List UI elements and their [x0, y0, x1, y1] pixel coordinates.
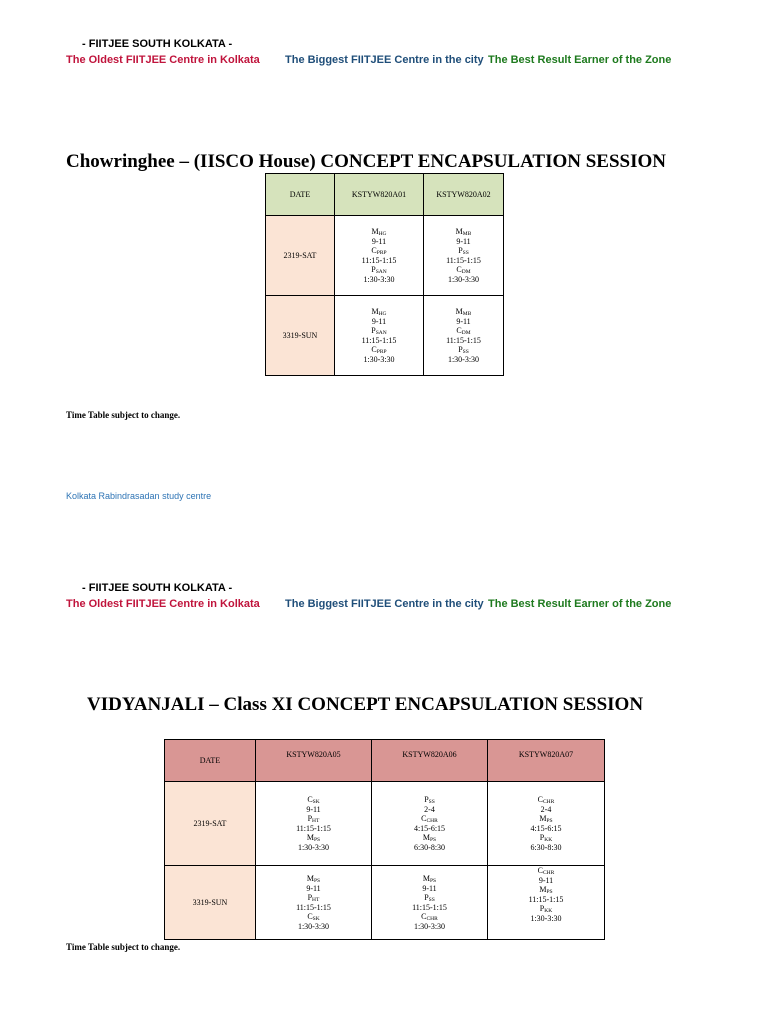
header-brand-line [82, 38, 232, 50]
subject-entry [488, 885, 604, 895]
subject-entry [372, 814, 487, 824]
teacher-code: CHR [426, 818, 438, 824]
header-prefix: - [82, 38, 89, 50]
time-text: 6:30-8:30 [530, 842, 562, 852]
subject-entry [488, 904, 604, 914]
time-slot [335, 275, 423, 285]
time-slot [424, 317, 503, 327]
subject-letter: M [306, 874, 314, 883]
time-text: 9-11 [456, 316, 471, 326]
subject-letter: M [371, 227, 379, 236]
teacher-code: SAN [375, 269, 387, 275]
column-header-batch: KSTYW820A05 [256, 740, 372, 782]
teacher-code: PS [314, 837, 321, 843]
subject-letter: P [307, 893, 313, 902]
teacher-code: PS [430, 878, 437, 884]
schedule-cell [335, 216, 424, 296]
teacher-code: MB [462, 311, 472, 317]
time-slot [424, 275, 503, 285]
subject-entry [372, 912, 487, 922]
subject-entry [256, 912, 371, 922]
subject-letter: C [307, 795, 313, 804]
subject-letter: C [456, 326, 462, 335]
time-text: 1:30-3:30 [413, 921, 446, 931]
date-cell: 2319-SAT [266, 216, 335, 296]
teacher-code: SAN [375, 330, 387, 336]
time-slot [488, 914, 604, 924]
schedule-cell [335, 296, 424, 376]
subject-letter: M [539, 814, 547, 823]
column-header-batch: KSTYW820A01 [335, 174, 424, 216]
timetable-note: Time Table subject to change. [66, 410, 181, 420]
subject-entry [488, 795, 604, 805]
teacher-code: SS [462, 250, 469, 256]
time-slot [488, 876, 604, 886]
time-slot [424, 256, 503, 266]
time-text: 9-11 [371, 236, 387, 246]
subject-entry [335, 227, 423, 237]
subject-letter: P [371, 265, 376, 274]
subject-entry [424, 246, 503, 256]
timetable-note: Time Table subject to change. [66, 942, 181, 952]
time-slot [372, 903, 487, 913]
subject-entry [424, 307, 503, 317]
time-text: 11:15-1:15 [361, 255, 397, 265]
schedule-cell [372, 782, 488, 866]
subject-entry [488, 814, 604, 824]
subject-letter: P [307, 814, 313, 823]
subject-letter: M [539, 885, 547, 894]
subject-entry [335, 246, 423, 256]
tag-best-result: The Best Result Earner of the Zone [488, 54, 672, 66]
subject-entry [256, 874, 371, 884]
study-centre-link[interactable]: Kolkata Rabindrasadan study centre [66, 491, 212, 501]
subject-entry [256, 893, 371, 903]
time-slot [335, 317, 423, 327]
subject-letter: C [371, 246, 377, 255]
header-location: SOUTH KOLKATA - [129, 38, 233, 50]
date-cell: 3319-SUN [165, 866, 256, 940]
subject-letter: P [424, 893, 429, 902]
time-text: 1:30-3:30 [297, 921, 330, 931]
subject-letter: M [306, 833, 314, 842]
timetable-chowringhee [265, 173, 504, 376]
time-text: 11:15-1:15 [296, 902, 331, 912]
time-slot [488, 895, 604, 905]
schedule-cell [488, 782, 605, 866]
teacher-code: PRP [376, 250, 387, 256]
subject-letter: M [371, 307, 379, 316]
time-text: 11:15-1:15 [446, 335, 481, 345]
teacher-code: PS [430, 837, 437, 843]
teacher-code: SS [428, 897, 435, 903]
teacher-code: CHR [543, 799, 555, 805]
time-text: 11:15-1:15 [528, 894, 564, 904]
teacher-code: PS [314, 878, 321, 884]
tag-best-result: The Best Result Earner of the Zone [488, 598, 672, 610]
time-slot [488, 805, 604, 815]
subject-entry [424, 265, 503, 275]
teacher-code: DM [461, 330, 471, 336]
timetable-vidyanjali [164, 739, 605, 940]
time-slot [256, 922, 371, 932]
subject-entry [424, 326, 503, 336]
time-slot [424, 237, 503, 247]
subject-letter: C [307, 912, 313, 921]
subject-letter: P [458, 345, 463, 354]
header-prefix: - [82, 582, 89, 594]
teacher-code: HT [312, 897, 320, 903]
subject-letter: M [455, 227, 463, 236]
subject-letter: M [455, 307, 463, 316]
column-header-batch: KSTYW820A07 [488, 740, 605, 782]
teacher-code: KK [544, 908, 553, 914]
tag-biggest-centre: The Biggest FIITJEE Centre in the city [285, 54, 484, 66]
subject-letter: M [422, 833, 430, 842]
subject-letter: C [421, 814, 427, 823]
schedule-cell [424, 216, 504, 296]
subject-letter: P [539, 833, 545, 842]
subject-entry [256, 795, 371, 805]
brand-name: FIITJEE [88, 582, 130, 594]
subject-entry [372, 833, 487, 843]
teacher-code: SK [312, 799, 320, 805]
table-row [165, 782, 605, 866]
time-text: 4:15-6:15 [530, 823, 562, 833]
page-title-chowringhee: Chowringhee – (IISCO House) CONCEPT ENCAPSULATION SESSION [66, 151, 667, 172]
subject-entry [424, 345, 503, 355]
subject-letter: C [456, 265, 462, 274]
time-slot [335, 237, 423, 247]
column-header-batch: KSTYW820A06 [372, 740, 488, 782]
time-slot [372, 824, 487, 834]
column-header-date: DATE [266, 174, 335, 216]
time-slot [256, 824, 371, 834]
schedule-cell [424, 296, 504, 376]
subject-entry [424, 227, 503, 237]
time-text: 2-4 [424, 804, 435, 814]
subject-letter: C [371, 345, 377, 354]
teacher-code: PS [546, 889, 553, 895]
schedule-cell [372, 866, 488, 940]
header-location: SOUTH KOLKATA - [129, 582, 233, 594]
subject-letter: P [539, 904, 545, 913]
time-text: 9-11 [456, 236, 471, 246]
time-slot [256, 843, 371, 853]
time-text: 11:15-1:15 [296, 823, 331, 833]
teacher-code: HG [378, 231, 387, 237]
subject-letter: M [422, 874, 430, 883]
time-slot [372, 805, 487, 815]
page-title-vidyanjali: VIDYANJALI – Class XI CONCEPT ENCAPSULATION SESSION [87, 694, 644, 715]
subject-entry [372, 874, 487, 884]
teacher-code: CHR [543, 870, 555, 876]
teacher-code: SS [428, 799, 435, 805]
teacher-code: PRP [376, 349, 387, 355]
subject-entry [256, 833, 371, 843]
column-header-date: DATE [165, 740, 256, 782]
teacher-code: PS [546, 818, 553, 824]
teacher-code: MB [462, 231, 472, 237]
time-text: 4:15-6:15 [413, 823, 446, 833]
time-text: 9-11 [306, 804, 321, 814]
date-cell: 3319-SUN [266, 296, 335, 376]
time-slot [256, 903, 371, 913]
time-text: 9-11 [538, 875, 554, 885]
teacher-code: KK [544, 837, 553, 843]
subject-entry [335, 326, 423, 336]
time-slot [335, 256, 423, 266]
subject-entry [488, 866, 604, 876]
time-slot [488, 824, 604, 834]
time-slot [372, 843, 487, 853]
table-row [165, 866, 605, 940]
brand-name: FIITJEE [88, 38, 130, 50]
teacher-code: HG [378, 311, 387, 317]
time-slot [424, 336, 503, 346]
subject-entry [488, 833, 604, 843]
subject-entry [372, 795, 487, 805]
teacher-code: CHR [426, 916, 438, 922]
time-text: 9-11 [371, 316, 387, 326]
subject-letter: P [424, 795, 429, 804]
time-slot [256, 884, 371, 894]
subject-letter: C [537, 866, 544, 875]
time-text: 9-11 [422, 883, 437, 893]
time-text: 2-4 [540, 804, 552, 814]
time-text: 1:30-3:30 [530, 913, 562, 923]
time-slot [372, 884, 487, 894]
subject-letter: P [458, 246, 463, 255]
schedule-cell [488, 866, 605, 940]
teacher-code: SK [312, 916, 320, 922]
column-header-batch: KSTYW820A02 [424, 174, 504, 216]
time-slot [256, 805, 371, 815]
tag-oldest-centre: The Oldest FIITJEE Centre in Kolkata [66, 598, 260, 610]
time-slot [488, 843, 604, 853]
tag-biggest-centre: The Biggest FIITJEE Centre in the city [285, 598, 484, 610]
teacher-code: DM [461, 269, 471, 275]
time-slot [335, 355, 423, 365]
teacher-code: SS [462, 349, 469, 355]
time-text: 1:30-3:30 [447, 274, 480, 284]
schedule-cell [256, 866, 372, 940]
time-text: 1:30-3:30 [297, 842, 330, 852]
subject-entry [372, 893, 487, 903]
subject-letter: C [421, 912, 427, 921]
table-row [266, 296, 504, 376]
time-text: 1:30-3:30 [363, 354, 395, 364]
subject-entry [335, 265, 423, 275]
tag-oldest-centre: The Oldest FIITJEE Centre in Kolkata [66, 54, 260, 66]
time-slot [424, 355, 503, 365]
time-text: 11:15-1:15 [361, 335, 397, 345]
subject-letter: C [537, 795, 544, 804]
time-text: 9-11 [306, 883, 321, 893]
subject-entry [335, 345, 423, 355]
table-row [266, 216, 504, 296]
subject-entry [335, 307, 423, 317]
time-text: 11:15-1:15 [446, 255, 481, 265]
header-brand-line [82, 582, 232, 594]
time-slot [372, 922, 487, 932]
subject-entry [256, 814, 371, 824]
schedule-cell [256, 782, 372, 866]
time-slot [335, 336, 423, 346]
time-text: 1:30-3:30 [363, 274, 395, 284]
time-text: 11:15-1:15 [412, 902, 447, 912]
teacher-code: HT [312, 818, 320, 824]
time-text: 1:30-3:30 [447, 354, 480, 364]
time-text: 6:30-8:30 [413, 842, 446, 852]
date-cell: 2319-SAT [165, 782, 256, 866]
subject-letter: P [371, 326, 376, 335]
